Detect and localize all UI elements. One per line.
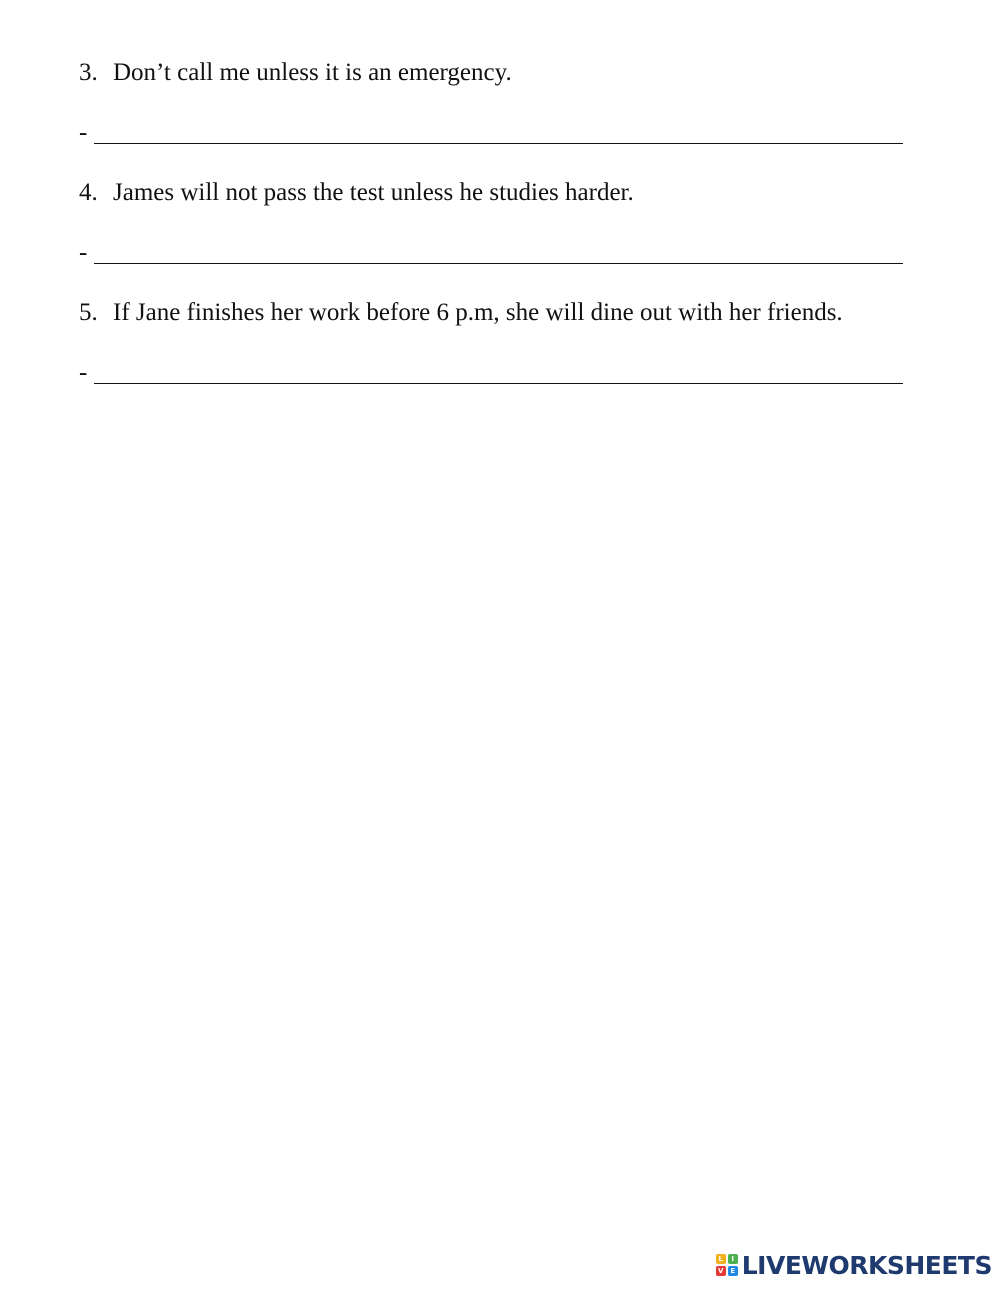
liveworksheets-logo [716, 1250, 992, 1280]
answer-line [94, 383, 903, 384]
question-number: 5. [79, 299, 98, 326]
answer-dash: - [79, 119, 88, 146]
question-number: 3. [79, 59, 98, 86]
question-number: 4. [79, 179, 98, 206]
logo-brand-text: LIVEWORKSHEETS [741, 1250, 992, 1280]
logo-squares-icon [716, 1254, 738, 1276]
answer-field-5[interactable] [79, 358, 903, 388]
logo-square: V [716, 1266, 726, 1276]
question-4 [79, 178, 634, 208]
question-text: Don’t call me unless it is an emergency. [113, 59, 512, 86]
answer-line [94, 263, 903, 264]
answer-field-3[interactable] [79, 118, 903, 148]
question-text: If Jane finishes her work before 6 p.m, she will dine out with her friends. [113, 299, 843, 326]
question-text: James will not pass the test unless he studies harder. [113, 179, 634, 206]
answer-line [94, 143, 903, 144]
question-5 [79, 298, 843, 328]
answer-dash: - [79, 359, 88, 386]
logo-square: E [728, 1266, 738, 1276]
answer-dash: - [79, 239, 88, 266]
logo-square: L [716, 1254, 726, 1264]
question-3 [79, 58, 512, 88]
answer-field-4[interactable] [79, 238, 903, 268]
logo-square: I [728, 1254, 738, 1264]
